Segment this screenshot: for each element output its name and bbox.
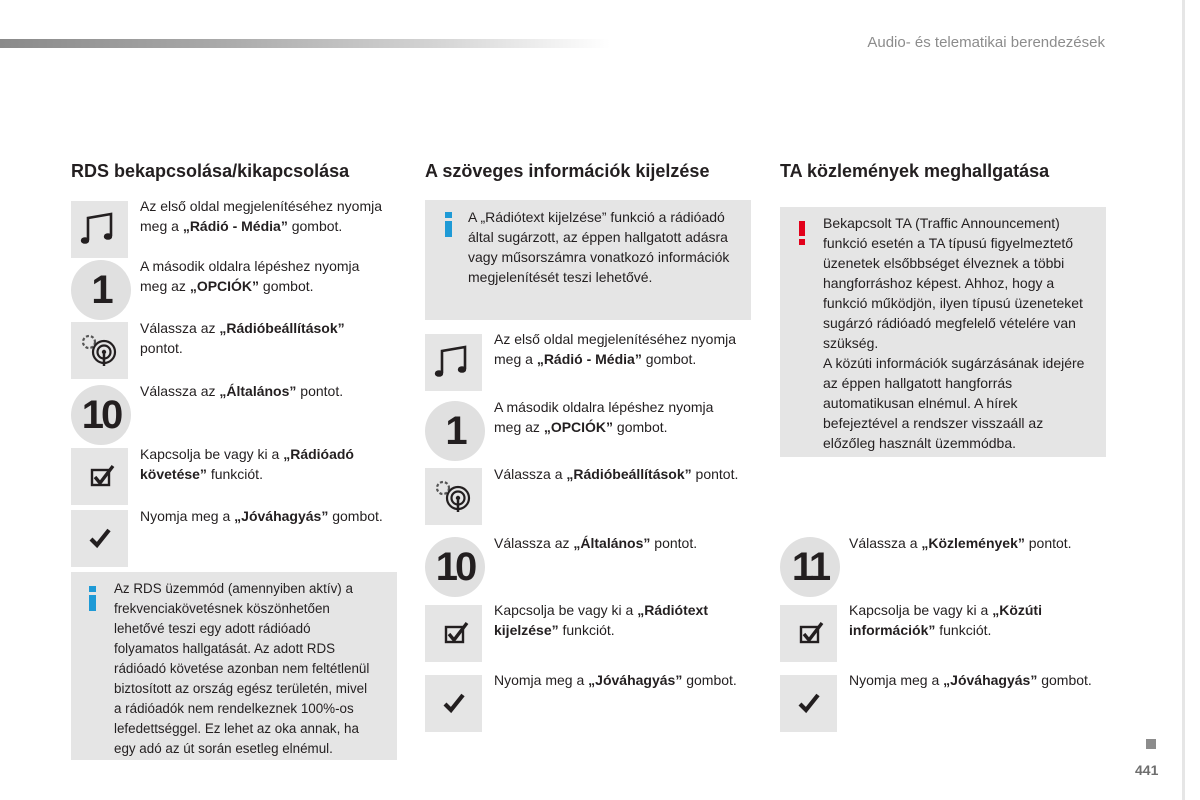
- info-note-text: Az RDS üzemmód (amennyiben aktív) a frekvenciakövetésnek köszönhetően lehetővé teszi egy adott rádióadó folyamatos hallgatását. Az adott RDS rádióadó követése azonban nem feltétlenül biztosított az ország egész területén, mivel a rádióadók nem rendelkeznek 100%-os lefedettséggel. Ez lehet az oka annak, ha egy adó az út során esetleg elnémul.: [114, 581, 370, 756]
- info-icon: [444, 212, 454, 238]
- warning-icon: [799, 221, 805, 245]
- col1-step-c-text: Válassza az „Rádióbeállítások” pontot.: [140, 320, 345, 356]
- checkmark-icon: [425, 675, 482, 732]
- col1-step-b-text: A második oldalra lépéshez nyomja meg az „OPCIÓK” gombot.: [140, 258, 360, 294]
- info-icon: [88, 586, 98, 612]
- music-note-icon: [425, 334, 482, 391]
- info-note-box: [71, 572, 397, 760]
- col2-step-c-text: Válassza a „Rádióbeállítások” pontot.: [494, 466, 739, 482]
- col3-step-a-text: Válassza a „Közlemények” pontot.: [849, 535, 1072, 551]
- col1-step-d-text: Válassza az „Általános” pontot.: [140, 383, 344, 399]
- col2-step-e-text: Kapcsolja be vagy ki a „Rádiótext kijelzése” funkciót.: [494, 602, 708, 638]
- col3-step-b-text: Kapcsolja be vagy ki a „Közúti információk” funkciót.: [849, 602, 1042, 638]
- step-number-badge: 10: [71, 385, 131, 445]
- page-edge-line: [1182, 0, 1185, 800]
- col2-step-f-text: Nyomja meg a „Jóváhagyás” gombot.: [494, 672, 737, 688]
- checkbox-icon: [425, 605, 482, 662]
- info-note-text: A „Rádiótext kijelzése” funkció a rádióadó által sugárzott, az éppen hallgatott adásra vagy műsorszámra vonatkozó információk megjelenítését teszi lehetővé.: [468, 209, 730, 285]
- col2-step-d-text: Válassza az „Általános” pontot.: [494, 535, 698, 551]
- radio-settings-icon: [425, 468, 482, 525]
- col2-step-b-text: A második oldalra lépéshez nyomja meg az „OPCIÓK” gombot.: [494, 399, 714, 435]
- warning-note-text: Bekapcsolt TA (Traffic Announcement) funkció esetén a TA típusú figyelmeztető üzenetek elsőbbséget élveznek a többi hangforráshoz képest. Ahhoz, hogy a funkció működjön, ilyen típusú üzeneteket sugárzó rádióadó megfelelő vételére van szükség. A közúti információk sugárzásának idejére az éppen hallgatott hangforrás automatikusan elnémul. A hírek befejeztével a rendszer visszaáll az előzőleg használt üzemmódba.: [823, 215, 1085, 451]
- step-number-badge: 10: [425, 537, 485, 597]
- step-number-badge: 1: [425, 401, 485, 461]
- checkmark-icon: [71, 510, 128, 567]
- checkbox-icon: [780, 605, 837, 662]
- checkbox-icon: [71, 448, 128, 505]
- col1-step-a-text: Az első oldal megjelenítéséhez nyomja meg a „Rádió - Média” gombot.: [140, 198, 383, 234]
- col1-step-e-text: Kapcsolja be vagy ki a „Rádióadó követése” funkciót.: [140, 446, 354, 482]
- music-note-icon: [71, 201, 128, 258]
- col2-step-a-text: Az első oldal megjelenítéséhez nyomja meg a „Rádió - Média” gombot.: [494, 331, 737, 367]
- col1-step-f-text: Nyomja meg a „Jóváhagyás” gombot.: [140, 508, 383, 524]
- checkmark-icon: [780, 675, 837, 732]
- page-number: 441: [1135, 762, 1159, 778]
- radio-settings-icon: [71, 322, 128, 379]
- header-decor-bar: [0, 39, 610, 48]
- section-title-text-info: A szöveges információk kijelzése: [425, 161, 710, 181]
- step-number-badge: 11: [780, 537, 840, 597]
- step-number-badge: 1: [71, 260, 131, 320]
- warning-note-box: [780, 207, 1106, 457]
- page-marker: [1146, 739, 1156, 749]
- page-header-title: Audio- és telematikai berendezések: [867, 34, 1105, 51]
- info-note-box: [425, 200, 751, 320]
- section-title-ta: TA közlemények meghallgatása: [780, 161, 1050, 181]
- section-title-rds: RDS bekapcsolása/kikapcsolása: [71, 161, 350, 181]
- col3-step-c-text: Nyomja meg a „Jóváhagyás” gombot.: [849, 672, 1092, 688]
